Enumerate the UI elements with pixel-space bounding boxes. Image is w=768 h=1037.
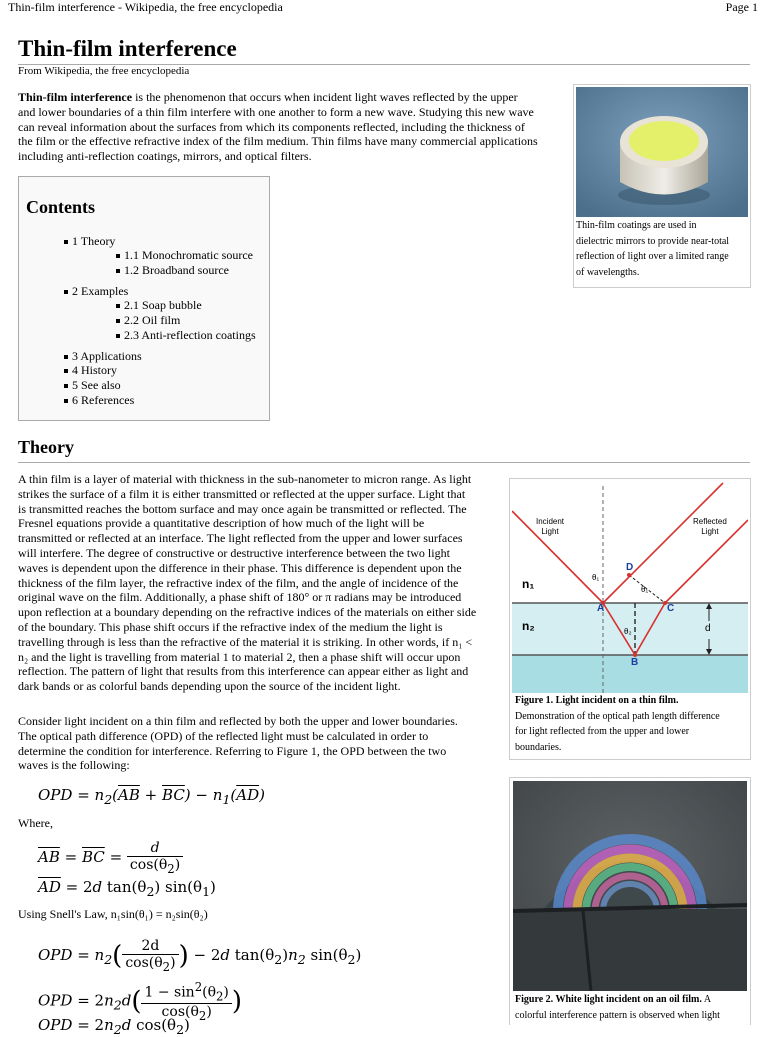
theory-paragraph-1: A thin film is a layer of material with thickness in the sub-nanometer to micron range. As light strikes the surface of a film it is either transmitted or reflected at the upper surface. Light that is transmitted reaches the bottom surface and may once again be transmitted or reflected. The Fresnel equations provide a quantitative description of how much of the light will be transmitted or reflected at an interface. The light reflected from the upper and lower surfaces will interfere. The degree of constructive or destructive interference between the two light waves is dependent upon the difference in their phase. This difference is dependent upon the thickness of the film layer, the refractive index of the film, and the angle of incidence of the original wave on the film. Additionally, a phase shift of 180° or π radians may be introduced upon reflection at a boundary depending on the refractive indices of the materials on either side of the boundary. This phase shift occurs if the refractive index of the medium the light is travelling through is less than the refractive of the material it is striking. In other words, if n₁ < n₂ and the light is travelling from material 1 to material 2, then a phase shift will occur upon reflection. The pattern of light that results from this interference can appear either as light and dark bands or as colorful bands depending upon the source of the incident light. — [18, 472, 477, 694]
figure-oil-film-caption: Figure 2. White light incident on an oil film. A colorful interference pattern is observed when light — [515, 994, 720, 1021]
equation-ad: $\overline{AD} = 2d$ $\tan(\theta_2)$ $\sin(\theta_1)$ — [38, 878, 216, 899]
label-n2: n₂ — [522, 619, 535, 633]
figure-oil-film-box — [509, 777, 751, 1025]
page-subtitle: From Wikipedia, the free encyclopedia — [18, 65, 190, 77]
header-title: Thin-film interference - Wikipedia, the free encyclopedia — [8, 0, 283, 14]
toc-item-oil-film[interactable]: 2.2 Oil film — [116, 313, 180, 328]
label-n1: n₁ — [522, 577, 535, 591]
theory-paragraph-2: Consider light incident on a thin film and reflected by both the upper and lower boundaries. The optical path difference (OPD) of the reflected light must be calculated in order to determine the condition for interference. Referring to Figure 1, the OPD between the two waves is the following: — [18, 714, 458, 773]
toc-item-anti-reflection[interactable]: 2.3 Anti-reflection coatings — [116, 328, 256, 343]
label-point-c: C — [667, 603, 675, 614]
label-thickness-d: d — [705, 623, 711, 634]
figure-mirror-caption: Thin-film coatings are used in dielectric mirrors to provide near-total reflection of light over a limited range of wavelengths. — [576, 220, 730, 278]
toc-item-theory[interactable]: 1 Theory — [64, 234, 115, 249]
thin-film-diagram — [512, 481, 748, 693]
print-header — [8, 0, 760, 16]
oil-film-photo — [513, 781, 747, 991]
label-point-b: B — [631, 657, 639, 668]
intro-bold-term: Thin-film interference — [18, 90, 133, 104]
toc-item-history[interactable]: 4 History — [64, 363, 117, 378]
equation-opd-final: OPD = $2n_2d$ $\cos(\theta_2)$ — [38, 1016, 190, 1037]
mirror-photo — [576, 87, 748, 217]
label-point-a: A — [597, 603, 605, 614]
label-incident-light: Incident Light — [536, 517, 565, 536]
where-label: Where, — [18, 816, 53, 830]
page-number: Page 1 — [725, 0, 758, 14]
section-heading-theory: Theory — [18, 437, 74, 457]
label-point-d: D — [626, 562, 634, 573]
toc-item-applications[interactable]: 3 Applications — [64, 349, 142, 364]
toc-item-soap-bubble[interactable]: 2.1 Soap bubble — [116, 298, 202, 313]
label-theta1-right: θ₁ — [641, 585, 649, 594]
snell-law-text: Using Snell's Law, n₁sin(θ₁) = n₂sin(θ₂) — [18, 907, 208, 921]
equation-ab-bc: $\overline{AB} = \overline{BC}$ = $\frac{d}{\cos(\theta_2)}$ — [38, 840, 183, 876]
toc-title: Contents — [26, 197, 96, 217]
figure-thin-film-caption: Figure 1. Light incident on a thin film. Demonstration of the optical path length difference for light reflected from the upper and lower boundaries. — [515, 695, 720, 753]
figure-thin-film-box — [509, 478, 751, 760]
label-reflected-light: Reflected Light — [693, 517, 727, 536]
equation-opd: OPD = $n_2(\overline{AB} + \overline{BC}) - n_1(\overline{AD})$ — [38, 786, 265, 807]
intro-paragraph: Thin-film interference is the phenomenon that occurs when incident light waves reflected by the upper and lower boundaries of a thin film interfere with one another to form a new wave. Studying this new wave can reveal information about the surfaces from which its components reflected, including the thickness of the film or the effective refractive index of the film medium. Thin films have many commercial applications including anti-reflection coatings, mirrors, and optical filters. — [18, 90, 538, 164]
toc-item-examples[interactable]: 2 Examples — [64, 284, 128, 299]
label-theta2: θ₂ — [624, 627, 632, 636]
toc-item-references[interactable]: 6 References — [64, 393, 134, 408]
page-title: Thin-film interference — [18, 36, 237, 61]
figure-mirror-box — [573, 84, 751, 288]
toc-item-monochromatic[interactable]: 1.1 Monochromatic source — [116, 248, 253, 263]
toc-item-see-also[interactable]: 5 See also — [64, 378, 121, 393]
toc-item-broadband[interactable]: 1.2 Broadband source — [116, 263, 229, 278]
label-theta1: θ₁ — [592, 573, 600, 582]
equation-opd-simplified: OPD = $2n_2d$( $\frac{1 - \sin^2(\theta_2)}{\cos(\theta_2)}$ ) — [38, 980, 243, 1024]
equation-opd-expanded: OPD = $n_2$( $\frac{2d}{\cos(\theta_2)}$ ) − 2d $\tan(\theta_2)n_2$ $\sin(\theta_2)$ — [38, 938, 362, 974]
table-of-contents — [18, 176, 270, 421]
section-divider — [18, 462, 750, 463]
